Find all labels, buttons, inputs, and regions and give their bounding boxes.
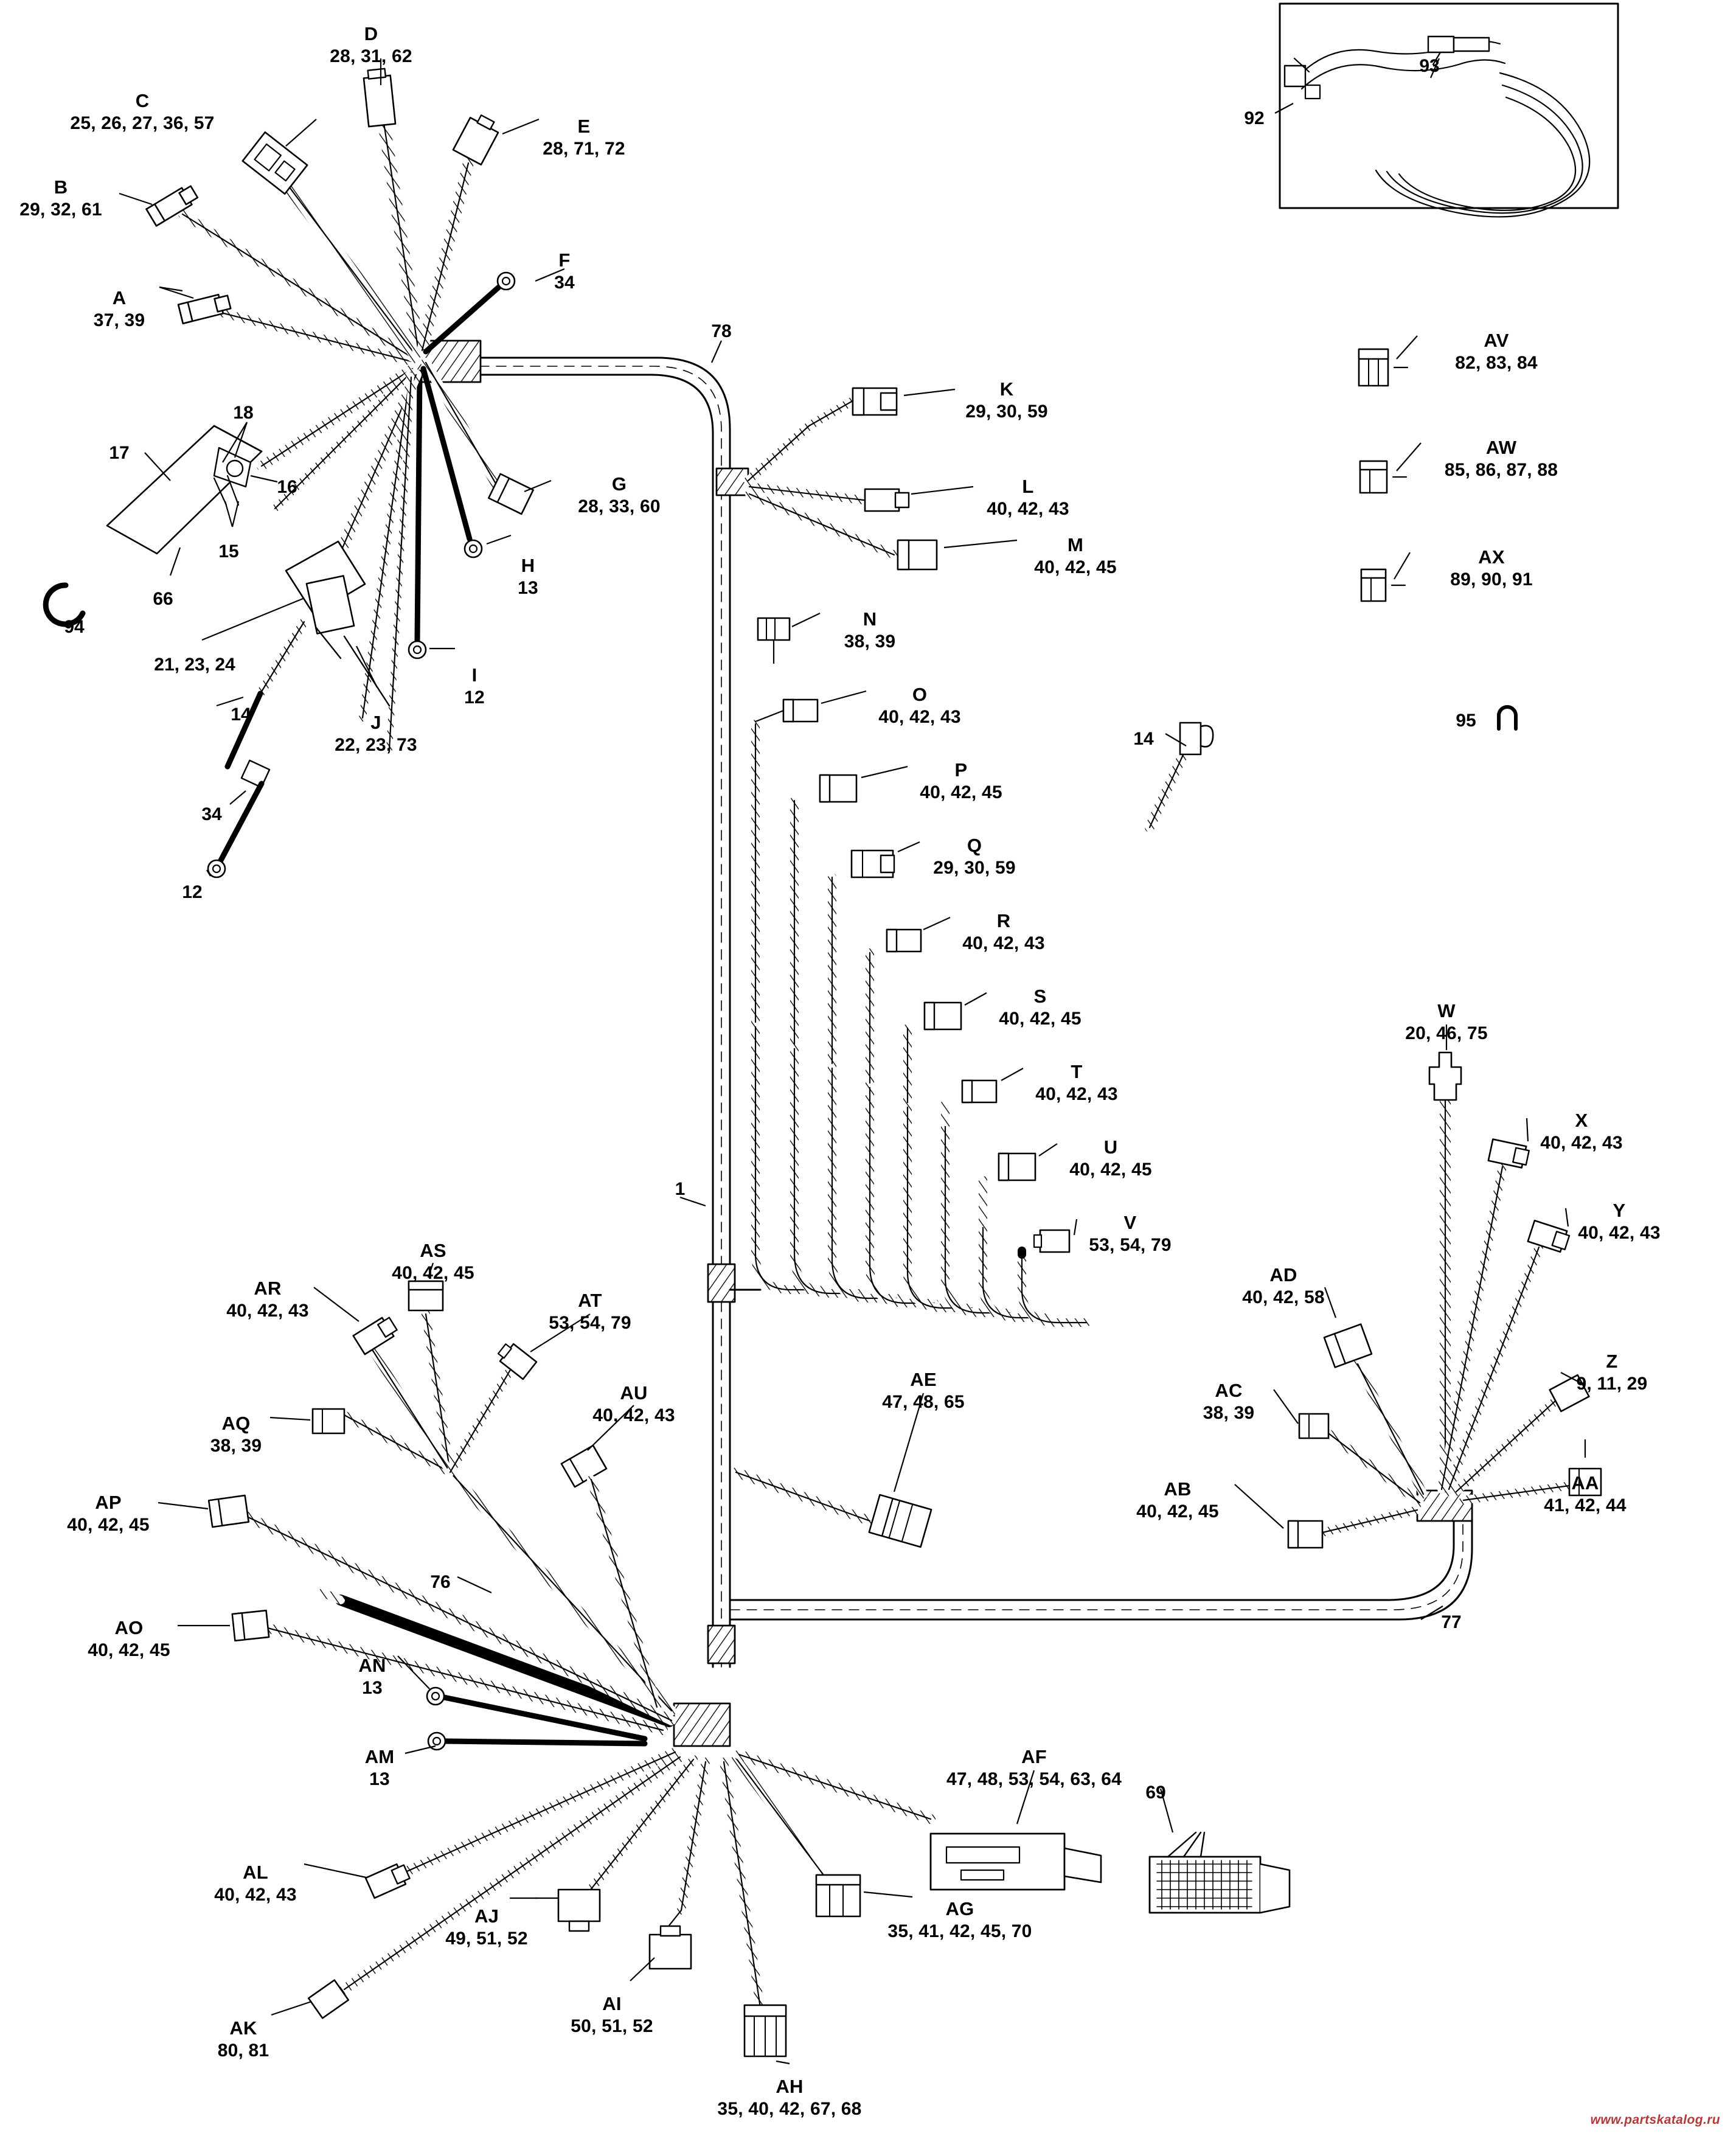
callout-key: AW (1485, 437, 1517, 458)
callout-al (214, 1862, 296, 1905)
callout-x (1540, 1110, 1622, 1153)
callout-part-numbers: 40, 42, 43 (1035, 1084, 1118, 1104)
callout-key: AV (1484, 330, 1509, 351)
part-number-label: 93 (1419, 56, 1440, 76)
callout-key: L (1022, 476, 1034, 497)
part-number-label: 76 (430, 1572, 451, 1592)
callout-part-numbers: 41, 42, 44 (1544, 1495, 1627, 1515)
callout-part-numbers: 35, 41, 42, 45, 70 (887, 1921, 1032, 1941)
callout-key: AR (254, 1278, 282, 1299)
callout-part-numbers: 28, 31, 62 (330, 46, 412, 66)
callout-z (1577, 1351, 1648, 1394)
callout-ai (571, 1993, 653, 2037)
callout-aj (445, 1905, 527, 1949)
callout-key: AQ (221, 1413, 251, 1434)
callout-t (1035, 1061, 1117, 1105)
callout-key: T (1071, 1061, 1083, 1082)
callout-ao (88, 1617, 170, 1661)
callout-av (1455, 330, 1537, 374)
callout-part-numbers: 40, 42, 45 (920, 782, 1002, 802)
callout-key: AB (1164, 1478, 1192, 1500)
callout-a (94, 287, 145, 331)
callout-part-numbers: 29, 30, 59 (933, 857, 1016, 878)
callout-part-numbers: 12 (464, 687, 485, 708)
callout-key: AK (229, 2017, 257, 2039)
callout-aq (210, 1413, 262, 1456)
callout-key: AU (620, 1382, 648, 1404)
callout-key: G (611, 473, 627, 495)
callout-ak (218, 2017, 269, 2061)
callout-key: V (1123, 1212, 1137, 1233)
callout-l (987, 476, 1069, 520)
part-number-label: 69 (1145, 1783, 1166, 1803)
callout-i (464, 664, 485, 708)
callout-part-numbers: 37, 39 (93, 310, 145, 330)
callout-part-numbers: 40, 42, 45 (67, 1514, 150, 1535)
callout-part-numbers: 38, 39 (1203, 1402, 1255, 1423)
callout-d (330, 23, 412, 67)
callout-part-numbers: 40, 42, 43 (1540, 1132, 1623, 1153)
part-number-label: 66 (153, 589, 173, 609)
callout-p (920, 759, 1002, 803)
callout-f (554, 249, 575, 293)
callout-part-numbers: 82, 83, 84 (1455, 352, 1538, 373)
callout-part-numbers: 40, 42, 45 (88, 1640, 170, 1660)
callout-h (518, 555, 538, 599)
callout-key: P (954, 759, 968, 781)
callout-part-numbers: 25, 26, 27, 36, 57 (70, 113, 215, 133)
callout-key: N (863, 608, 877, 630)
callout-ae (882, 1369, 964, 1413)
part-number-label: 17 (109, 443, 130, 463)
callout-part-numbers: 40, 42, 43 (214, 1884, 297, 1905)
callout-w (1405, 1000, 1487, 1044)
callout-key: AS (420, 1240, 446, 1261)
callout-key: I (471, 664, 477, 686)
callout-key: R (996, 910, 1011, 931)
callout-ab (1136, 1478, 1218, 1522)
part-number-label: 16 (277, 477, 297, 497)
callout-ac (1203, 1380, 1255, 1424)
callout-part-numbers: 53, 54, 79 (1089, 1234, 1172, 1255)
callout-ag (887, 1898, 1032, 1942)
callout-key: AE (910, 1369, 937, 1390)
part-number-label: 21, 23, 24 (154, 655, 235, 675)
callout-key: Y (1613, 1200, 1626, 1221)
part-number-label: 77 (1441, 1612, 1462, 1632)
callout-v (1089, 1212, 1171, 1256)
part-number-label: 95 (1456, 711, 1476, 731)
callout-part-numbers: 29, 32, 61 (19, 199, 102, 220)
callout-part-numbers: 40, 42, 43 (226, 1300, 309, 1321)
callout-part-numbers: 40, 42, 43 (1578, 1222, 1661, 1243)
callout-r (962, 910, 1044, 954)
callout-part-numbers: 80, 81 (217, 2040, 269, 2061)
callout-key: AL (243, 1862, 268, 1883)
callout-key: AP (95, 1492, 122, 1513)
callout-part-numbers: 40, 42, 45 (1136, 1501, 1219, 1522)
callout-ah (717, 2076, 861, 2120)
callout-key: AD (1269, 1264, 1297, 1285)
callout-o (878, 684, 960, 728)
callout-key: AC (1215, 1380, 1243, 1401)
part-number-label: 14 (231, 704, 251, 725)
callout-am (365, 1746, 395, 1790)
callout-j (335, 712, 417, 756)
callout-key: A (112, 287, 127, 308)
part-number-label: 94 (64, 617, 85, 637)
callout-at (549, 1290, 631, 1334)
part-number-label: 14 (1133, 729, 1154, 749)
callout-m (1034, 534, 1116, 578)
callout-part-numbers: 89, 90, 91 (1450, 569, 1533, 590)
callout-key: J (370, 712, 381, 733)
watermark: www.partskatalog.ru (1590, 2113, 1720, 2127)
callout-part-numbers: 9, 11, 29 (1576, 1373, 1648, 1394)
callout-key: AN (358, 1655, 386, 1676)
callout-part-numbers: 40, 42, 58 (1242, 1287, 1325, 1307)
callout-part-numbers: 13 (369, 1769, 390, 1789)
callout-af (946, 1746, 1122, 1790)
part-number-label: 15 (218, 541, 239, 562)
callout-part-numbers: 13 (362, 1677, 383, 1698)
callout-part-numbers: 22, 23, 73 (335, 734, 417, 755)
callout-part-numbers: 13 (518, 577, 538, 598)
callout-key: K (999, 378, 1014, 400)
callout-part-numbers: 40, 42, 45 (999, 1008, 1082, 1029)
part-number-label: 18 (233, 403, 254, 423)
callout-as (392, 1240, 474, 1284)
part-number-label: 34 (201, 804, 222, 824)
callout-q (933, 835, 1015, 878)
callout-an (358, 1655, 386, 1699)
callout-c (70, 90, 214, 134)
callout-key: Q (967, 835, 982, 856)
callout-part-numbers: 28, 33, 60 (578, 496, 661, 517)
callout-k (965, 378, 1047, 422)
callout-part-numbers: 40, 42, 43 (592, 1405, 675, 1425)
callout-e (543, 116, 625, 159)
callout-part-numbers: 47, 48, 53, 54, 63, 64 (946, 1769, 1122, 1789)
callout-key: AT (578, 1290, 602, 1311)
callout-key: AX (1478, 546, 1505, 568)
callout-b (19, 176, 102, 220)
callout-key: AI (602, 1993, 622, 2014)
callout-key: W (1437, 1000, 1456, 1021)
callout-part-numbers: 34 (554, 272, 575, 293)
part-number-label: 1 (675, 1179, 686, 1199)
callout-key: C (135, 90, 150, 111)
callout-key: Z (1606, 1351, 1618, 1372)
callout-part-numbers: 38, 39 (844, 631, 896, 652)
callout-part-numbers: 50, 51, 52 (571, 2016, 653, 2036)
part-number-label: 92 (1244, 108, 1265, 128)
callout-part-numbers: 40, 42, 45 (1069, 1159, 1152, 1180)
callout-key: AO (114, 1617, 144, 1638)
callout-part-numbers: 29, 30, 59 (965, 401, 1048, 422)
callout-part-numbers: 40, 42, 43 (987, 498, 1069, 519)
callout-part-numbers: 40, 42, 45 (1034, 557, 1117, 577)
callout-g (578, 473, 660, 517)
callout-aw (1445, 437, 1558, 481)
callout-aa (1544, 1472, 1626, 1516)
callout-part-numbers: 20, 46, 75 (1405, 1023, 1488, 1043)
callout-part-numbers: 35, 40, 42, 67, 68 (717, 2098, 862, 2119)
callout-key: O (912, 684, 928, 705)
callout-key: B (54, 176, 68, 198)
callout-key: AF (1021, 1746, 1047, 1767)
callout-part-numbers: 38, 39 (210, 1435, 262, 1456)
callout-ar (226, 1278, 308, 1321)
callout-key: AG (945, 1898, 974, 1919)
callout-au (592, 1382, 675, 1426)
callout-key: AA (1571, 1472, 1599, 1494)
callout-key: AJ (474, 1905, 499, 1927)
callout-part-numbers: 40, 42, 43 (878, 706, 961, 727)
callout-y (1578, 1200, 1660, 1244)
part-number-label: 12 (182, 882, 203, 902)
callout-part-numbers: 49, 51, 52 (445, 1928, 528, 1949)
callout-n (844, 608, 896, 652)
callout-part-numbers: 28, 71, 72 (543, 138, 625, 159)
callout-u (1069, 1136, 1151, 1180)
callout-key: M (1067, 534, 1084, 555)
part-number-label: 78 (711, 321, 732, 341)
callout-s (999, 986, 1081, 1029)
callout-part-numbers: 47, 48, 65 (882, 1391, 965, 1412)
callout-key: AH (776, 2076, 804, 2097)
callout-key: U (1103, 1136, 1118, 1158)
callout-key: D (364, 23, 378, 44)
callout-key: F (558, 249, 571, 271)
callout-key: X (1575, 1110, 1588, 1131)
callout-key: S (1033, 986, 1047, 1007)
callout-ap (67, 1492, 149, 1536)
callout-part-numbers: 40, 42, 43 (962, 933, 1045, 953)
callout-part-numbers: 40, 42, 45 (392, 1262, 474, 1283)
callout-part-numbers: 85, 86, 87, 88 (1444, 459, 1558, 480)
callout-key: AM (364, 1746, 395, 1767)
callout-ax (1450, 546, 1532, 590)
callout-part-numbers: 53, 54, 79 (549, 1312, 631, 1333)
callout-key: H (521, 555, 535, 576)
callout-ad (1242, 1264, 1324, 1308)
callout-key: E (577, 116, 591, 137)
